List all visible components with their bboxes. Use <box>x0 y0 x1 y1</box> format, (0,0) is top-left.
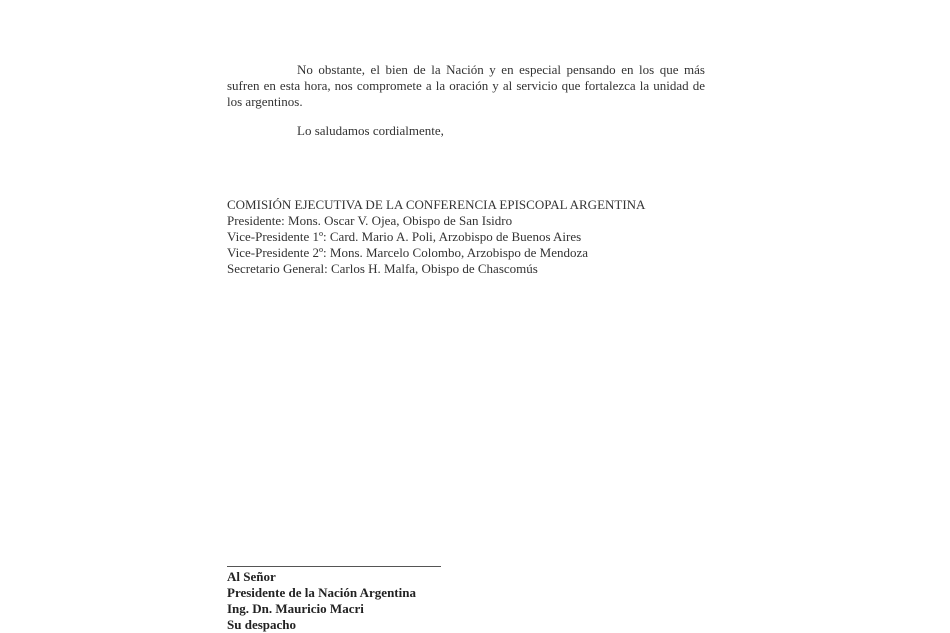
paragraph-line: sufren en esta hora, nos compromete a la oración y al servicio que fortalezca la unidad de <box>227 78 705 93</box>
addressee-line: Al Señor <box>227 569 276 584</box>
commission-heading: COMISIÓN EJECUTIVA DE LA CONFERENCIA EPISCOPAL ARGENTINA <box>227 197 646 212</box>
addressee-line: Presidente de la Nación Argentina <box>227 585 416 600</box>
salutation: Lo saludamos cordialmente, <box>297 123 444 138</box>
divider-rule <box>227 566 441 567</box>
paragraph-line: los argentinos. <box>227 94 303 109</box>
addressee-line: Ing. Dn. Mauricio Macri <box>227 601 364 616</box>
signatory: Presidente: Mons. Oscar V. Ojea, Obispo de San Isidro <box>227 213 513 228</box>
signatory: Vice-Presidente 2º: Mons. Marcelo Colombo, Arzobispo de Mendoza <box>227 245 589 260</box>
paragraph-line: No obstante, el bien de la Nación y en especial pensando en los que más <box>297 62 705 77</box>
signatory: Secretario General: Carlos H. Malfa, Obispo de Chascomús <box>227 261 538 276</box>
addressee-line: Su despacho <box>227 617 296 632</box>
signatory: Vice-Presidente 1º: Card. Mario A. Poli, Arzobispo de Buenos Aires <box>227 229 582 244</box>
